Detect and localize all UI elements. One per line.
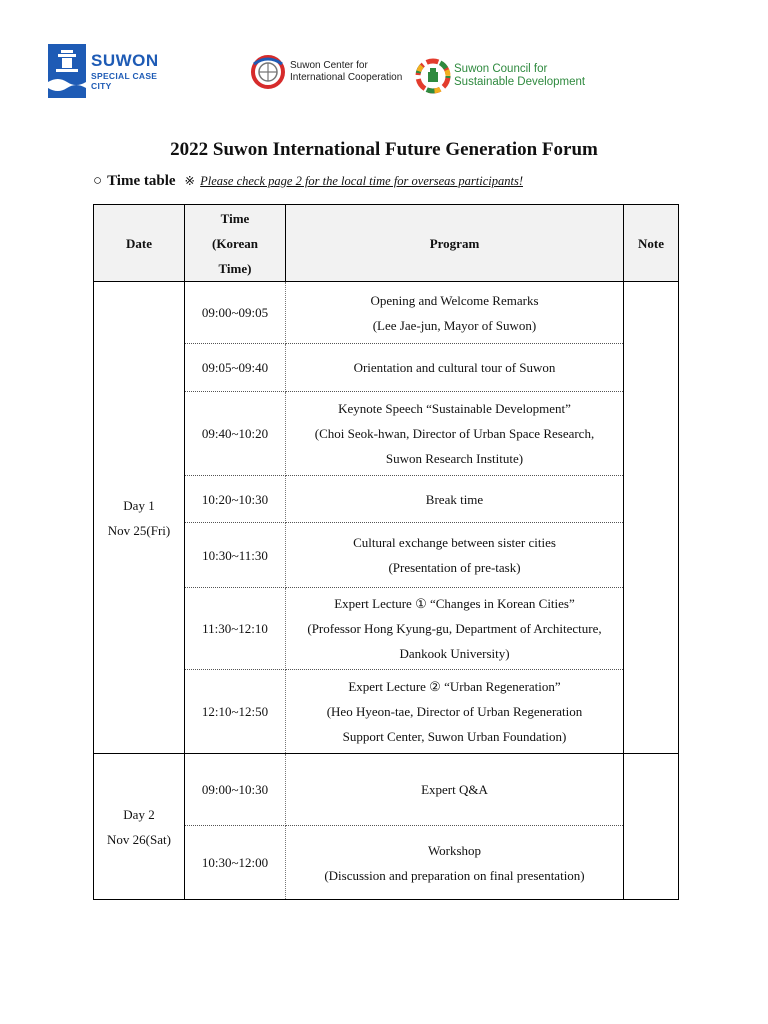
program-line: Workshop bbox=[427, 842, 482, 858]
note-cell bbox=[624, 282, 679, 754]
program-cell bbox=[286, 523, 624, 588]
sustainable-ring-icon bbox=[414, 56, 452, 96]
program-cell bbox=[286, 826, 624, 900]
note-cell bbox=[624, 754, 679, 900]
day-label: Day 1 bbox=[123, 497, 155, 513]
program-cell bbox=[286, 670, 624, 754]
time-cell: 12:10~12:50 bbox=[185, 670, 286, 754]
circle-bullet-icon: ○ bbox=[93, 173, 103, 189]
timetable-subtitle bbox=[93, 173, 523, 190]
program-line: Keynote Speech “Sustainable Development” bbox=[338, 401, 571, 416]
header-program: Program bbox=[286, 205, 624, 282]
program-line: (Lee Jae-jun, Mayor of Suwon) bbox=[372, 317, 537, 333]
suwon-fortress-icon bbox=[48, 44, 86, 98]
program-cell bbox=[286, 754, 624, 826]
program-line: Expert Lecture ① “Changes in Korean Cities” bbox=[334, 596, 575, 611]
reference-mark-icon: ※ bbox=[184, 174, 196, 188]
scsd-logo-line1: Suwon Council for bbox=[454, 63, 548, 75]
page-title: 2022 Suwon International Future Generation Forum bbox=[170, 139, 598, 160]
day-cell bbox=[94, 282, 185, 754]
program-line: Break time bbox=[425, 491, 484, 507]
day-date: Nov 25(Fri) bbox=[107, 522, 171, 538]
program-line: Expert Lecture ② “Urban Regeneration” bbox=[348, 679, 561, 694]
program-cell bbox=[286, 588, 624, 670]
program-line: Opening and Welcome Remarks bbox=[370, 292, 539, 308]
program-cell bbox=[286, 282, 624, 344]
program-line: (Choi Seok-hwan, Director of Urban Space Research, bbox=[314, 426, 595, 441]
day-cell bbox=[94, 754, 185, 900]
header-date: Date bbox=[94, 205, 185, 282]
program-cell bbox=[286, 392, 624, 476]
program-line: (Professor Hong Kyung-gu, Department of Architecture, bbox=[307, 621, 602, 636]
header-note: Note bbox=[624, 205, 679, 282]
day-label: Day 2 bbox=[123, 806, 155, 822]
program-cell bbox=[286, 476, 624, 523]
header-time-line: (Korean bbox=[212, 235, 258, 251]
suwon-logo-line2: SPECIAL CASE bbox=[91, 71, 158, 81]
header-time-line: Time bbox=[220, 210, 250, 226]
day-date: Nov 26(Sat) bbox=[107, 831, 171, 847]
header-time-line: Time) bbox=[218, 260, 252, 276]
time-cell: 11:30~12:10 bbox=[185, 588, 286, 670]
program-cell bbox=[286, 344, 624, 392]
program-line: Orientation and cultural tour of Suwon bbox=[353, 360, 556, 375]
international-cooperation-logo bbox=[250, 54, 402, 90]
table-header-row bbox=[94, 205, 679, 282]
overseas-note-text: Please check page 2 for the local time for overseas participants! bbox=[200, 174, 523, 188]
program-line: Expert Q&A bbox=[421, 782, 488, 797]
time-cell: 10:30~12:00 bbox=[185, 826, 286, 900]
timetable-label: Time table bbox=[107, 173, 176, 189]
time-cell: 09:00~10:30 bbox=[185, 754, 286, 826]
time-cell: 09:05~09:40 bbox=[185, 344, 286, 392]
suwon-city-logo bbox=[48, 44, 159, 98]
table-row bbox=[94, 754, 679, 826]
suwon-logo-line1: SUWON bbox=[91, 51, 159, 70]
time-cell: 10:30~11:30 bbox=[185, 523, 286, 588]
sustainable-development-logo bbox=[414, 56, 585, 96]
time-cell: 09:40~10:20 bbox=[185, 392, 286, 476]
overseas-note bbox=[185, 173, 523, 189]
program-line: (Discussion and preparation on final presentation) bbox=[324, 867, 585, 883]
schedule-table bbox=[93, 204, 679, 900]
time-cell: 10:20~10:30 bbox=[185, 476, 286, 523]
header-time bbox=[185, 205, 286, 282]
program-line: Support Center, Suwon Urban Foundation) bbox=[342, 729, 567, 744]
program-line: Suwon Research Institute) bbox=[385, 451, 524, 466]
time-cell: 09:00~09:05 bbox=[185, 282, 286, 344]
suwon-logo-line3: CITY bbox=[91, 80, 112, 91]
program-line: (Heo Hyeon-tae, Director of Urban Regeneration bbox=[326, 704, 583, 719]
program-line: Cultural exchange between sister cities bbox=[353, 535, 556, 550]
sci-logo-line2: International Cooperation bbox=[290, 72, 403, 83]
program-line: (Presentation of pre-task) bbox=[388, 560, 521, 575]
sci-logo-line1: Suwon Center for bbox=[290, 60, 368, 71]
program-line: Dankook University) bbox=[399, 646, 510, 661]
scsd-logo-line2: Sustainable Development bbox=[454, 76, 586, 88]
header-logos bbox=[0, 40, 768, 110]
globe-icon bbox=[250, 54, 286, 90]
table-row bbox=[94, 282, 679, 344]
